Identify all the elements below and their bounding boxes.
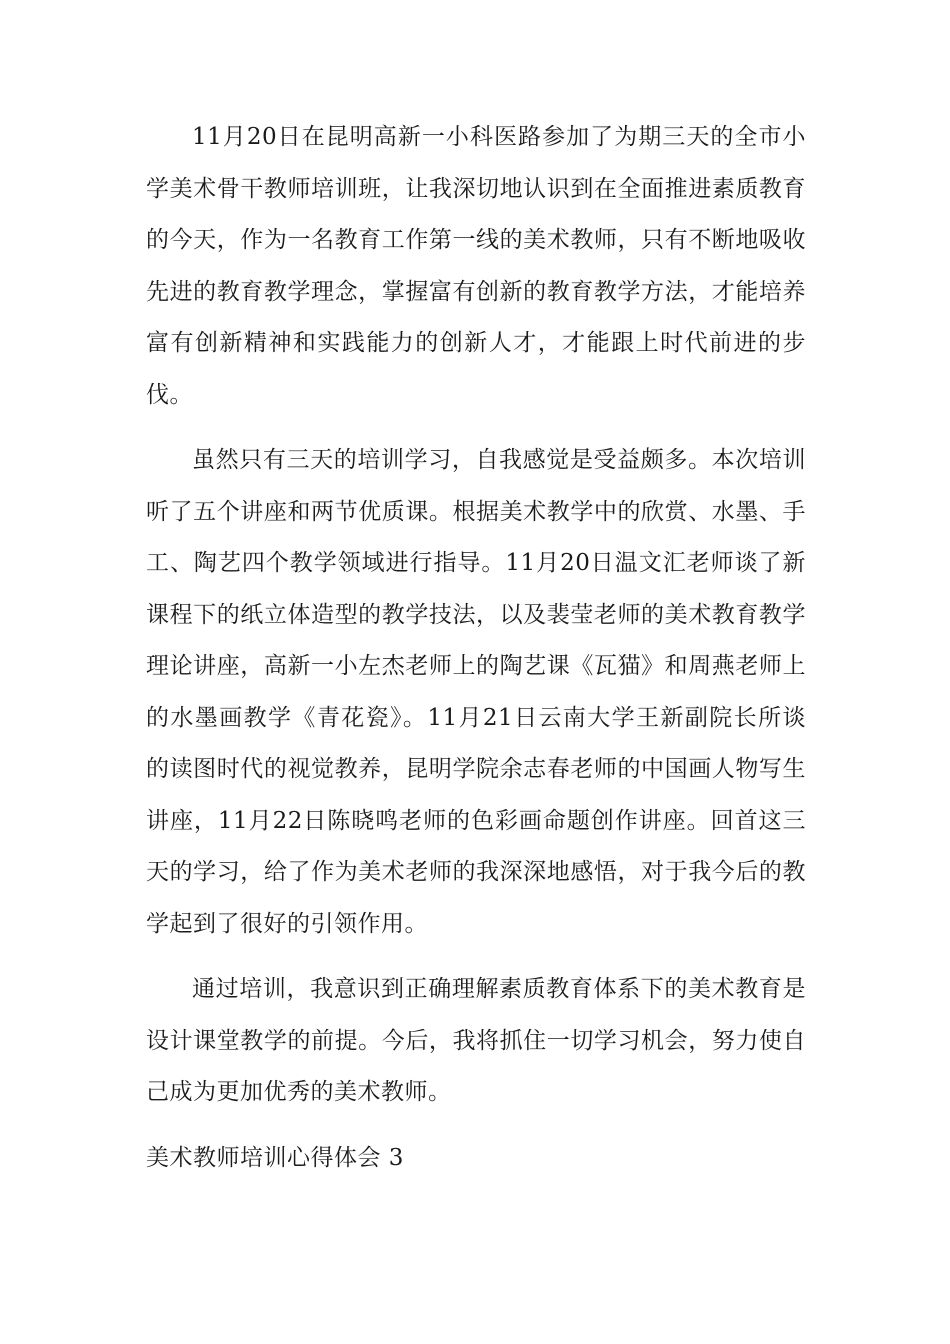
paragraph-1: 11月20日在昆明高新一小科医路参加了为期三天的全市小学美术骨干教师培训班，让我深切地认识到在全面推进素质教育的今天，作为一名教育工作第一线的美术教师，只有不断地吸收先进的教育教学理念，掌握富有创新的教育教学方法，才能培养富有创新精神和实践能力的创新人才，才能跟上时代前进的步伐。 [146, 124, 806, 408]
section-heading: 美术教师培训心得体会 3 [146, 1144, 404, 1171]
paragraph-3: 通过培训，我意识到正确理解素质教育体系下的美术教育是设计课堂教学的前提。今后，我将抓住一切学习机会，努力使自己成为更加优秀的美术教师。 [146, 976, 806, 1105]
document-body [146, 112, 806, 1184]
paragraph-2: 虽然只有三天的培训学习，自我感觉是受益颇多。本次培训听了五个讲座和两节优质课。根据美术教学中的欣赏、水墨、手工、陶艺四个教学领域进行指导。11月20日温文汇老师谈了新课程下的纸立体造型的教学技法，以及裴莹老师的美术教育教学理论讲座，高新一小左杰老师上的陶艺课《瓦猫》和周燕老师上的水墨画教学《青花瓷》。11月21日云南大学王新副院长所谈的读图时代的视觉教养，昆明学院余志春老师的中国画人物写生讲座，11月22日陈晓鸣老师的色彩画命题创作讲座。回首这三天的学习，给了作为美术老师的我深深地感悟，对于我今后的教学起到了很好的引领作用。 [146, 447, 806, 937]
